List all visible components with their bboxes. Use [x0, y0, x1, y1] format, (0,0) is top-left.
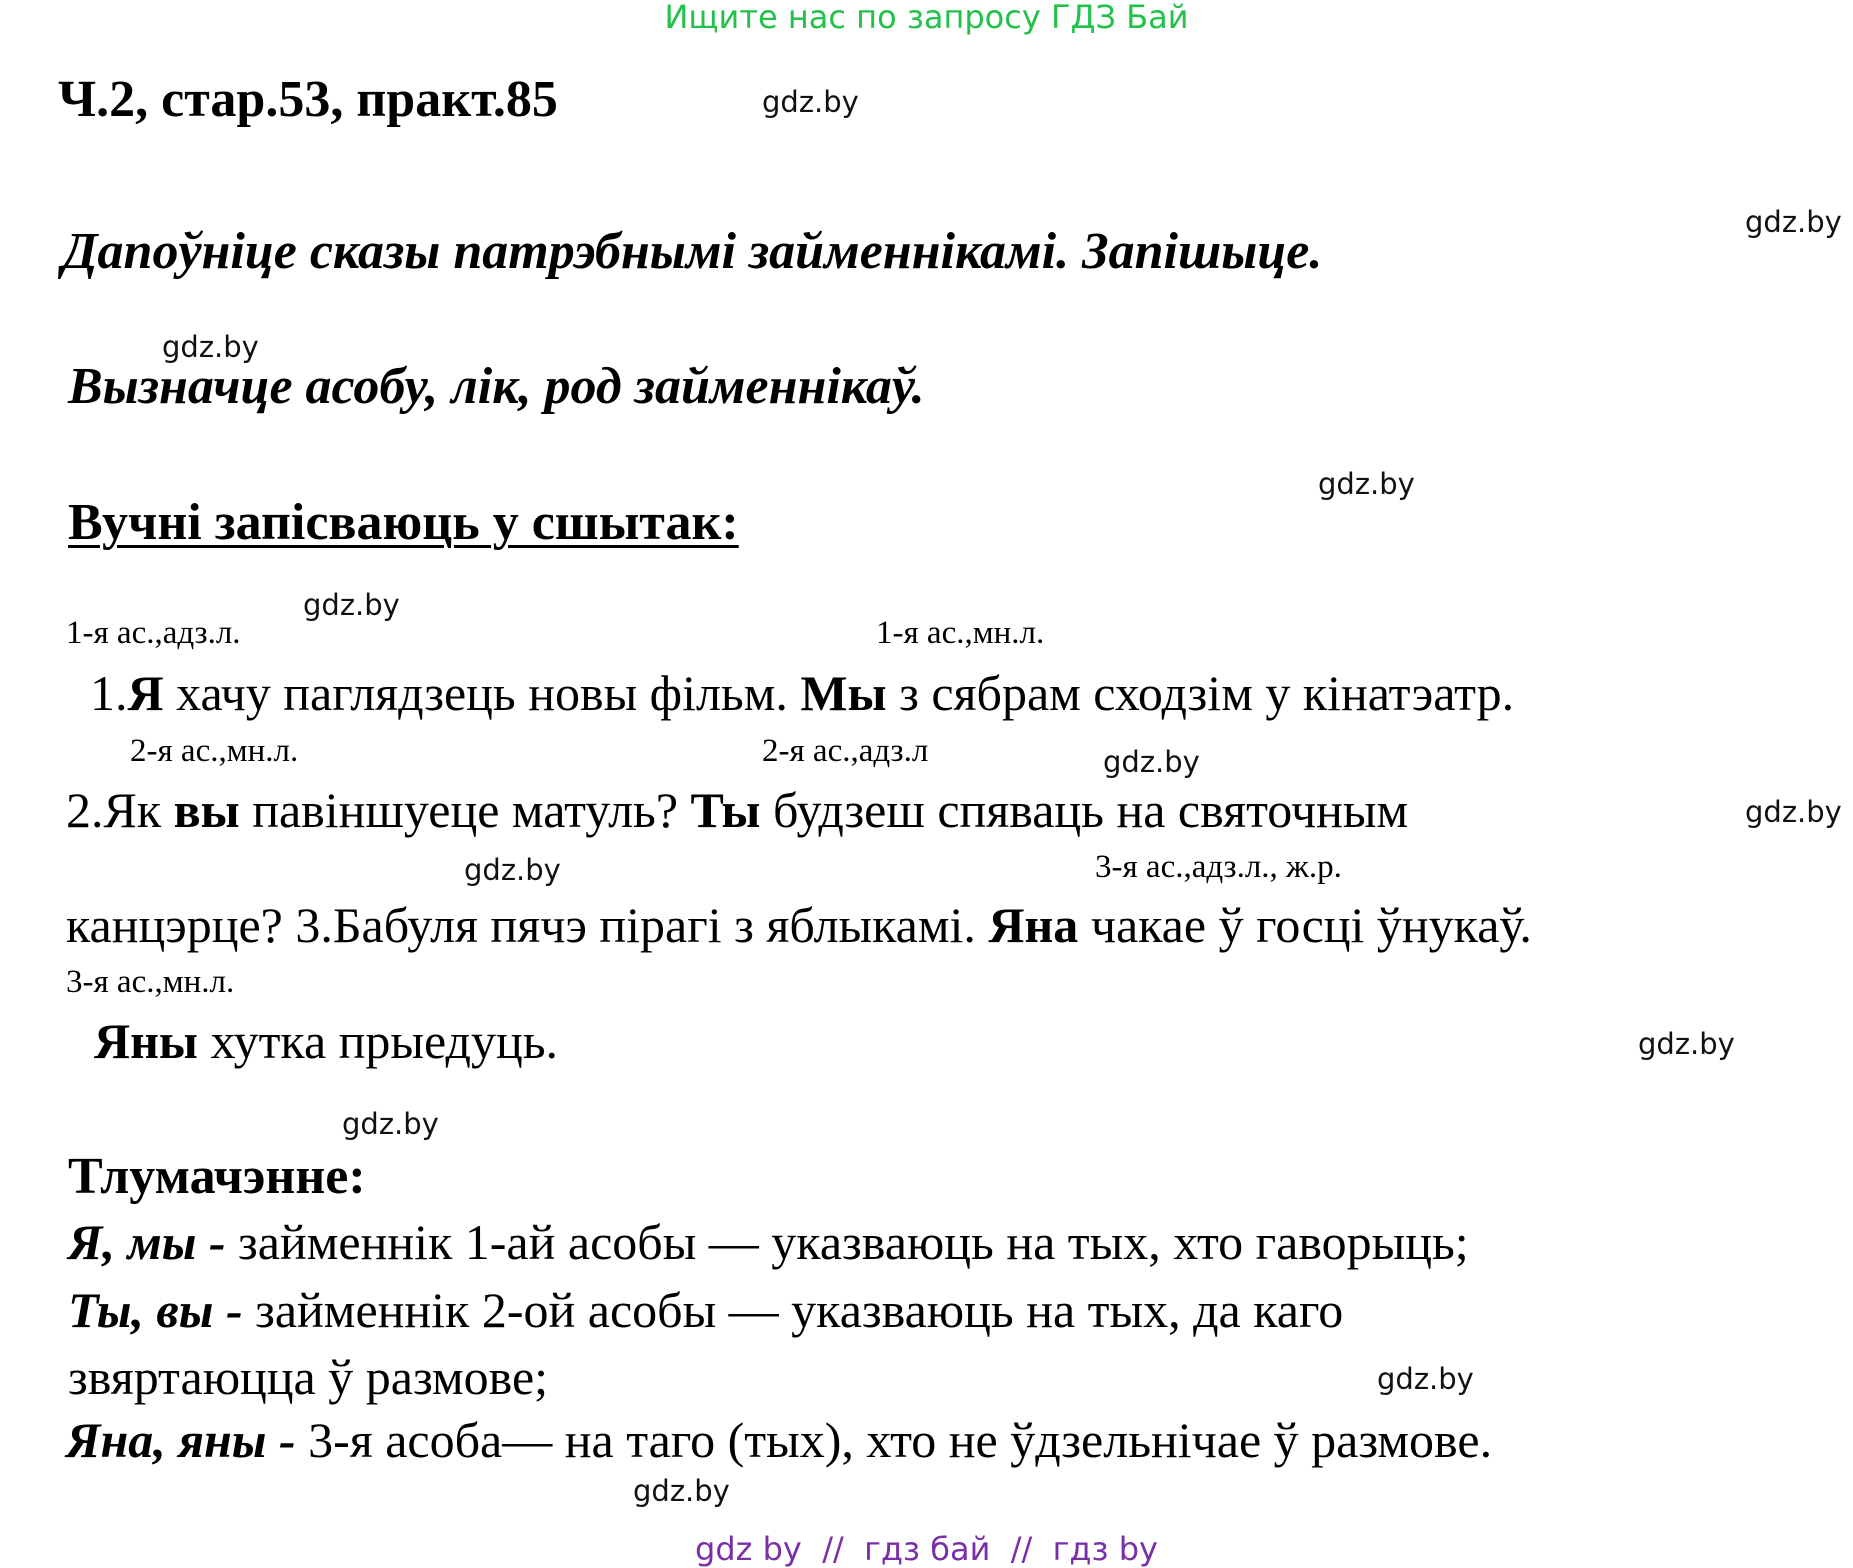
explanation-text: займеннік 1-ай асобы — указваюць на тых, хто гаворыць;	[238, 1214, 1469, 1270]
watermark: gdz.by	[1377, 1362, 1474, 1396]
sentence-text: 1.	[90, 665, 128, 721]
sentence-text: павіншуеце матуль?	[239, 782, 691, 838]
watermark: gdz.by	[464, 853, 561, 887]
watermark: gdz.by	[762, 85, 859, 119]
watermark: gdz.by	[1103, 745, 1200, 779]
sentence-text: будзеш спяваць на святочным	[760, 782, 1409, 838]
task-instruction-2: Вызначце асобу, лік, род займеннікаў.	[68, 358, 925, 415]
watermark: gdz.by	[303, 588, 400, 622]
explanation-line-4	[66, 1411, 1492, 1469]
sentence-line-4	[94, 1012, 558, 1070]
sentence-text: хачу паглядзець новы фільм.	[163, 665, 801, 721]
footer-site-links[interactable]: gdz by // гдз бай // гдз by	[695, 1530, 1158, 1568]
sentence-line-2	[66, 781, 1408, 839]
pronoun: Яны	[94, 1013, 198, 1069]
sentence-line-1	[90, 664, 1514, 722]
explanation-line-3	[68, 1348, 548, 1406]
pronoun: Мы	[800, 665, 887, 721]
page-heading: Ч.2, стар.53, практ.85	[58, 71, 558, 128]
pronoun: Яна	[988, 897, 1079, 953]
explanation-title: Тлумачэнне:	[68, 1148, 366, 1205]
pronoun-annotation: 2-я ас.,адз.л	[762, 733, 929, 769]
explanation-text: займеннік 2-ой асобы — указваюць на тых, да каго	[255, 1282, 1344, 1338]
section-title: Вучні запісваюць у сшытак:	[68, 494, 739, 551]
top-search-banner: Ищите нас по запросу ГДЗ Бай	[664, 0, 1189, 36]
watermark: gdz.by	[1745, 205, 1842, 239]
watermark: gdz.by	[1638, 1027, 1735, 1061]
explanation-term: Ты, вы -	[68, 1282, 256, 1338]
watermark: gdz.by	[1318, 467, 1415, 501]
sentence-text: хутка прыедуць.	[197, 1013, 559, 1069]
pronoun-annotation: 3-я ас.,мн.л.	[66, 964, 235, 1000]
explanation-term: Я, мы -	[68, 1214, 239, 1270]
watermark: gdz.by	[342, 1107, 439, 1141]
sentence-text: 2.Як	[66, 782, 174, 838]
sentence-line-3	[66, 896, 1532, 954]
explanation-line-1	[68, 1213, 1469, 1271]
pronoun-annotation: 1-я ас.,мн.л.	[876, 615, 1045, 651]
watermark: gdz.by	[1745, 795, 1842, 829]
explanation-line-2	[68, 1281, 1343, 1339]
watermark: gdz.by	[162, 330, 259, 364]
pronoun-annotation: 1-я ас.,адз.л.	[66, 615, 241, 651]
explanation-text: 3-я асоба— на таго (тых), хто не ўдзельнічае ў размове.	[308, 1412, 1493, 1468]
pronoun: вы	[173, 782, 240, 838]
explanation-term: Яна, яны -	[66, 1412, 309, 1468]
pronoun-annotation: 2-я ас.,мн.л.	[130, 733, 299, 769]
sentence-text: канцэрце? 3.Бабуля пячэ пірагі з яблыкамі.	[66, 897, 989, 953]
sentence-text: з сябрам сходзім у кінатэатр.	[886, 665, 1515, 721]
pronoun: Я	[127, 665, 164, 721]
pronoun: Ты	[690, 782, 761, 838]
sentence-text: чакае ў госці ўнукаў.	[1078, 897, 1532, 953]
task-instruction-1: Дапоўніце сказы патрэбнымі займеннікамі. Запішыце.	[62, 223, 1323, 280]
explanation-text: звяртаюцца ў размове;	[68, 1349, 549, 1405]
watermark: gdz.by	[633, 1474, 730, 1508]
pronoun-annotation: 3-я ас.,адз.л., ж.р.	[1095, 849, 1342, 885]
